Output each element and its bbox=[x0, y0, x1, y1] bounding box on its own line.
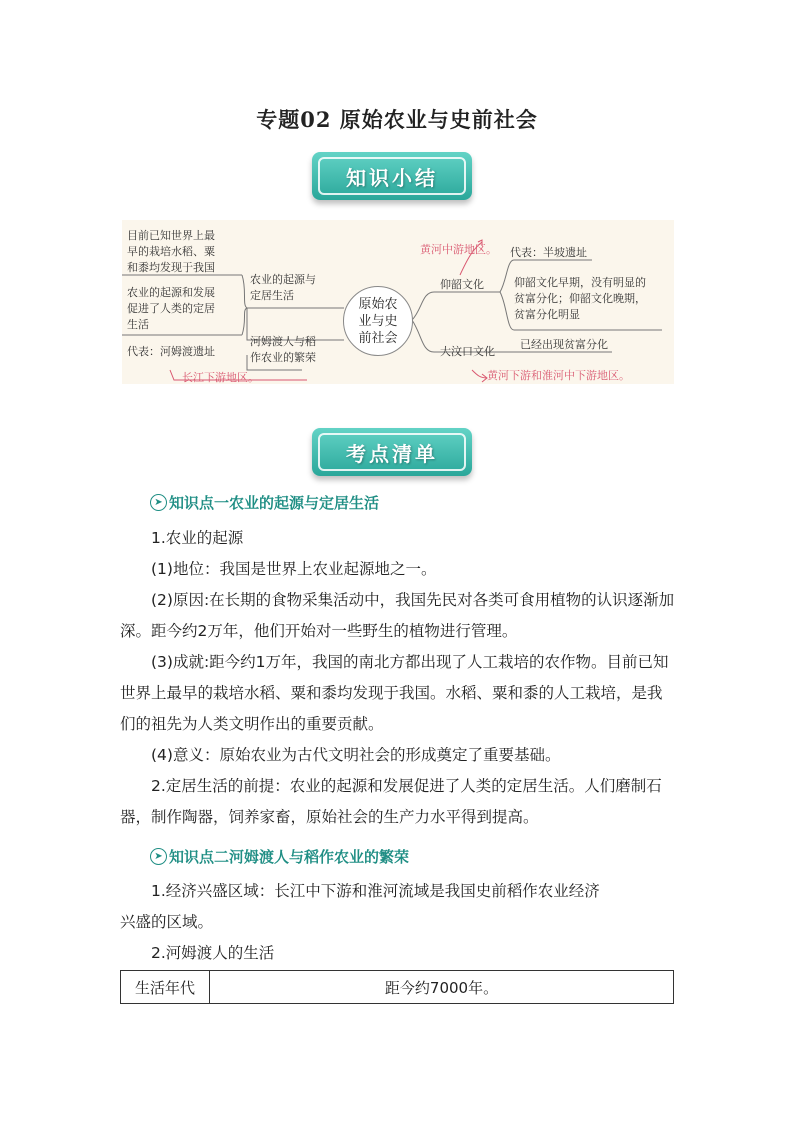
left-region: 长江下游地区。 bbox=[182, 371, 259, 384]
paragraph: 2.河姆渡人的生活 bbox=[151, 944, 275, 962]
paragraph: (4)意义：原始农业为古代文明社会的形成奠定了重要基础。 bbox=[151, 746, 561, 764]
arrow-circle-icon: ➤ bbox=[150, 494, 167, 511]
right-branch-1-label: 仰韶文化 bbox=[440, 278, 484, 291]
mind-map-center: 原始农 业与史 前社会 bbox=[343, 286, 413, 356]
paragraph: (3)成就:距今约1万年，我国的南北方都出现了人工栽培的农作物。目前已知世界上最早的栽培水稻、粟和黍均发现于我国。水稻、粟和黍的人工栽培，是我们的祖先为人类文明作出的重要贡献。 bbox=[120, 653, 669, 733]
right-region-1: 黄河中游地区。 bbox=[420, 243, 497, 256]
table-row bbox=[121, 971, 674, 1004]
left-branch-2-label: 河姆渡人与稻 作农业的繁荣 bbox=[250, 335, 316, 364]
arrow-circle-icon: ➤ bbox=[150, 848, 167, 865]
left-note-1: 目前已知世界上最 早的栽培水稻、粟 和黍均发现于我国 bbox=[127, 229, 215, 274]
summary-banner bbox=[312, 152, 472, 200]
paragraph: 兴盛的区域。 bbox=[120, 913, 214, 931]
paragraph: (1)地位：我国是世界上农业起源地之一。 bbox=[151, 560, 437, 578]
checklist-banner-label: 考点清单 bbox=[346, 441, 438, 466]
mind-map bbox=[122, 220, 674, 384]
section-1-heading: ➤ 知识点一农业的起源与定居生活 bbox=[150, 492, 379, 513]
table-header-cell: 生活年代 bbox=[121, 971, 210, 1004]
paragraph: 1.农业的起源 bbox=[151, 529, 244, 547]
life-table bbox=[120, 970, 674, 1004]
page-title: 专题02 原始农业与史前社会 bbox=[256, 107, 538, 132]
table-cell: 距今约7000年。 bbox=[210, 971, 674, 1004]
right-note-2: 已经出现贫富分化 bbox=[520, 338, 608, 351]
left-branch-1-label: 农业的起源与 定居生活 bbox=[250, 273, 316, 302]
paragraph: (2)原因:在长期的食物采集活动中，我国先民对各类可食用植物的认识逐渐加深。距今约2万年，他们开始对一些野生的植物进行管理。 bbox=[120, 591, 675, 640]
right-note-1: 仰韶文化早期，没有明显的 贫富分化；仰韶文化晚期， 贫富分化明显 bbox=[514, 276, 646, 321]
paragraph: 2.定居生活的前提：农业的起源和发展促进了人类的定居生活。人们磨制石器，制作陶器，饲养家畜，原始社会的生产力水平得到提高。 bbox=[120, 777, 662, 826]
paragraph: 1.经济兴盛区域：长江中下游和淮河流域是我国史前稻作农业经济 bbox=[151, 882, 600, 900]
right-branch-2-label: 大汶口文化 bbox=[440, 345, 495, 358]
checklist-banner bbox=[312, 428, 472, 476]
right-region-2: 黄河下游和淮河中下游地区。 bbox=[487, 369, 630, 382]
summary-banner-label: 知识小结 bbox=[346, 165, 438, 190]
left-rep: 代表：河姆渡遗址 bbox=[127, 345, 215, 358]
left-note-2: 农业的起源和发展 促进了人类的定居 生活 bbox=[127, 286, 215, 331]
right-rep: 代表：半坡遗址 bbox=[510, 246, 587, 259]
section-2-heading: ➤ 知识点二河姆渡人与稻作农业的繁荣 bbox=[150, 846, 409, 867]
